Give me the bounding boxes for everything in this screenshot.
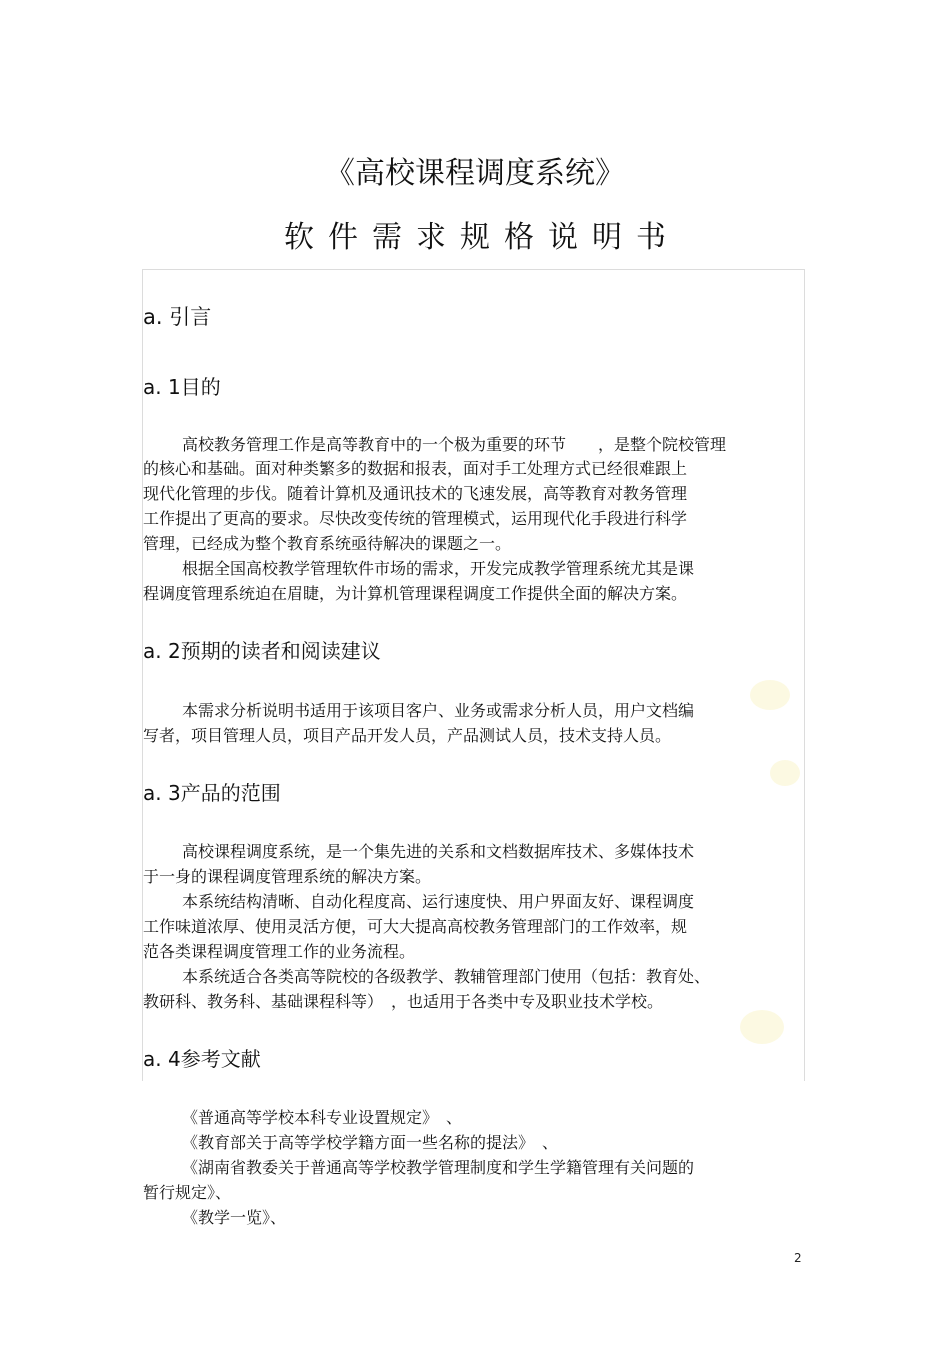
reference-item: 《普通高等学校本科专业设置规定》 、 — [182, 1108, 463, 1127]
reference-item: 暂行规定》、 — [143, 1183, 232, 1202]
paragraph-line: 的核心和基础。面对种类繁多的数据和报表，面对手工处理方式已经很难跟上 — [143, 459, 688, 478]
paragraph-line: 写者，项目管理人员，项目产品开发人员，产品测试人员，技术支持人员。 — [143, 726, 672, 745]
paragraph-line: 根据全国高校教学管理软件市场的需求，开发完成教学管理系统尤其是课 — [182, 559, 695, 578]
document-subtitle: 软件需求规格说明书 — [284, 220, 680, 255]
paragraph-line: 教研科、教务科、基础课程科等） ，也适用于各类中专及职业技术学校。 — [143, 992, 664, 1011]
paragraph-line: 工作提出了更高的要求。尽快改变传统的管理模式，运用现代化手段进行科学 — [143, 509, 688, 528]
paragraph-line: 范各类课程调度管理工作的业务流程。 — [143, 942, 416, 961]
paragraph-line: 高校课程调度系统，是一个集先进的关系和文档数据库技术、多媒体技术 — [182, 842, 695, 861]
section-heading-references: a. 4参考文献 — [143, 1047, 261, 1071]
paragraph-line: 管理，已经成为整个教育系统亟待解决的课题之一。 — [143, 534, 512, 553]
reference-item: 《教育部关于高等学校学籍方面一些名称的提法》 、 — [182, 1133, 559, 1152]
content-frame-top-border — [142, 269, 804, 270]
paragraph-line: 本需求分析说明书适用于该项目客户、业务或需求分析人员，用户文档编 — [182, 701, 695, 720]
scan-smudge — [750, 680, 790, 710]
paragraph-line: 本系统适合各类高等院校的各级教学、教辅管理部门使用（包括：教育处、 — [182, 967, 711, 986]
paragraph-line: 工作味道浓厚、使用灵活方便，可大大提高高校教务管理部门的工作效率，规 — [143, 917, 688, 936]
paragraph-line: 本系统结构清晰、自动化程度高、运行速度快、用户界面友好、课程调度 — [182, 892, 695, 911]
page-number: 2 — [794, 1251, 802, 1265]
section-heading-purpose: a. 1目的 — [143, 375, 221, 399]
scan-smudge — [740, 1010, 784, 1044]
paragraph-line: 程调度管理系统迫在眉睫，为计算机管理课程调度工作提供全面的解决方案。 — [143, 584, 688, 603]
section-heading-readers: a. 2预期的读者和阅读建议 — [143, 639, 381, 663]
content-frame-right-border — [804, 269, 805, 1081]
paragraph-line: 高校教务管理工作是高等教育中的一个极为重要的环节 ，是整个院校管理 — [182, 435, 727, 454]
paragraph-line: 现代化管理的步伐。随着计算机及通讯技术的飞速发展，高等教育对教务管理 — [143, 484, 688, 503]
scan-smudge — [770, 760, 800, 786]
section-heading-intro: a. 引言 — [143, 305, 212, 329]
document-title: 《高校课程调度系统》 — [325, 156, 625, 191]
reference-item: 《湖南省教委关于普通高等学校教学管理制度和学生学籍管理有关问题的 — [182, 1158, 695, 1177]
section-heading-scope: a. 3产品的范围 — [143, 781, 281, 805]
reference-item: 《教学一览》、 — [182, 1208, 287, 1227]
paragraph-line: 于一身的课程调度管理系统的解决方案。 — [143, 867, 432, 886]
